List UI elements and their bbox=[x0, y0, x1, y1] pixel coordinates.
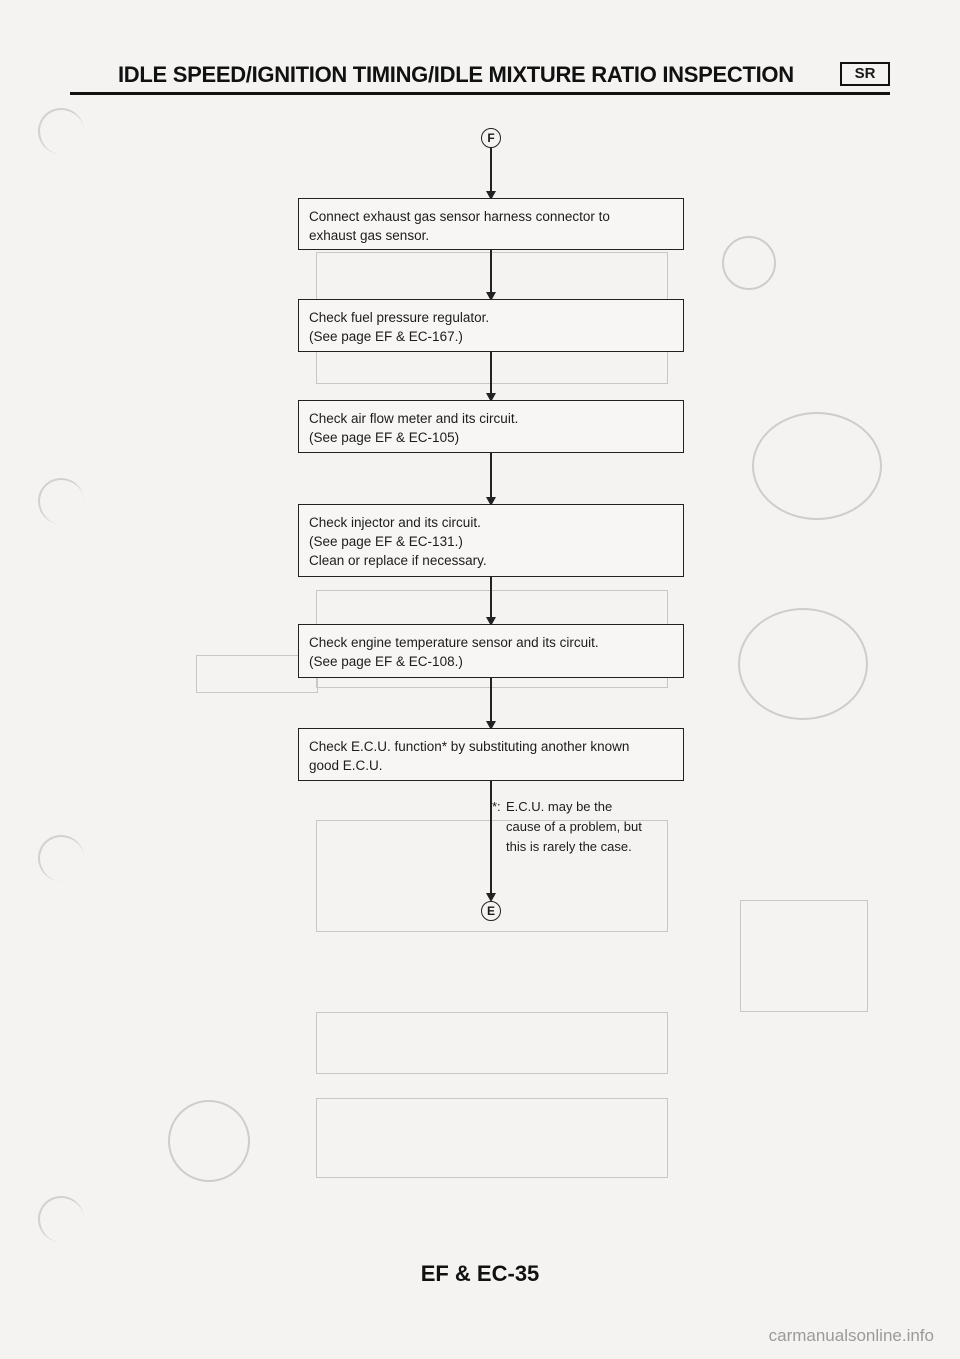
footnote bbox=[492, 797, 642, 857]
step-text: (See page EF & EC-105) bbox=[309, 430, 460, 445]
engine-badge: SR bbox=[840, 62, 890, 86]
step-text: (See page EF & EC-131.) bbox=[309, 534, 463, 549]
page-header bbox=[70, 60, 890, 100]
punch-hole bbox=[38, 478, 84, 524]
step-text: good E.C.U. bbox=[309, 758, 383, 773]
footnote-text: this is rarely the case. bbox=[506, 839, 632, 854]
watermark: carmanualsonline.info bbox=[768, 1326, 934, 1345]
bleed-through-box bbox=[740, 900, 868, 1012]
page-number: EF & EC-35 bbox=[420, 1261, 540, 1286]
bleed-through-gauge bbox=[738, 608, 868, 720]
step-box-1 bbox=[298, 198, 684, 250]
step-text: Check engine temperature sensor and its circuit. bbox=[309, 635, 599, 650]
flow-line bbox=[490, 250, 492, 293]
footnote-mark: *: bbox=[492, 799, 501, 814]
step-text: (See page EF & EC-108.) bbox=[309, 654, 463, 669]
footnote-text: E.C.U. may be the bbox=[506, 799, 613, 814]
step-box-4 bbox=[298, 504, 684, 577]
step-text: exhaust gas sensor. bbox=[309, 228, 430, 243]
punch-hole bbox=[38, 835, 84, 881]
step-text: Check air flow meter and its circuit. bbox=[309, 411, 519, 426]
step-box-6 bbox=[298, 728, 684, 781]
step-box-5 bbox=[298, 624, 684, 678]
flow-line bbox=[490, 678, 492, 722]
bleed-through-gauge bbox=[752, 412, 882, 520]
punch-hole bbox=[38, 1196, 84, 1242]
punch-hole bbox=[38, 108, 84, 154]
step-text: Check fuel pressure regulator. bbox=[309, 310, 490, 325]
step-text: Connect exhaust gas sensor harness connector to bbox=[309, 209, 610, 224]
step-text: Check injector and its circuit. bbox=[309, 515, 481, 530]
step-text: Check E.C.U. function* by substituting another known bbox=[309, 739, 630, 754]
flow-line bbox=[490, 148, 492, 192]
header-rule bbox=[70, 92, 890, 95]
page-title: IDLE SPEED/IGNITION TIMING/IDLE MIXTURE RATIO INSPECTION bbox=[118, 62, 794, 87]
step-box-3 bbox=[298, 400, 684, 453]
bleed-through-box bbox=[316, 1098, 668, 1178]
connector-f: F bbox=[481, 128, 501, 148]
bleed-through-pulley bbox=[168, 1100, 250, 1182]
flow-line bbox=[490, 453, 492, 498]
bleed-through-part bbox=[722, 236, 776, 290]
flow-line bbox=[490, 352, 492, 394]
step-text: Clean or replace if necessary. bbox=[309, 553, 487, 568]
connector-e: E bbox=[481, 901, 501, 921]
footnote-text: cause of a problem, but bbox=[506, 819, 642, 834]
step-text: (See page EF & EC-167.) bbox=[309, 329, 463, 344]
flow-line bbox=[490, 577, 492, 618]
step-box-2 bbox=[298, 299, 684, 352]
bleed-through-box bbox=[316, 1012, 668, 1074]
